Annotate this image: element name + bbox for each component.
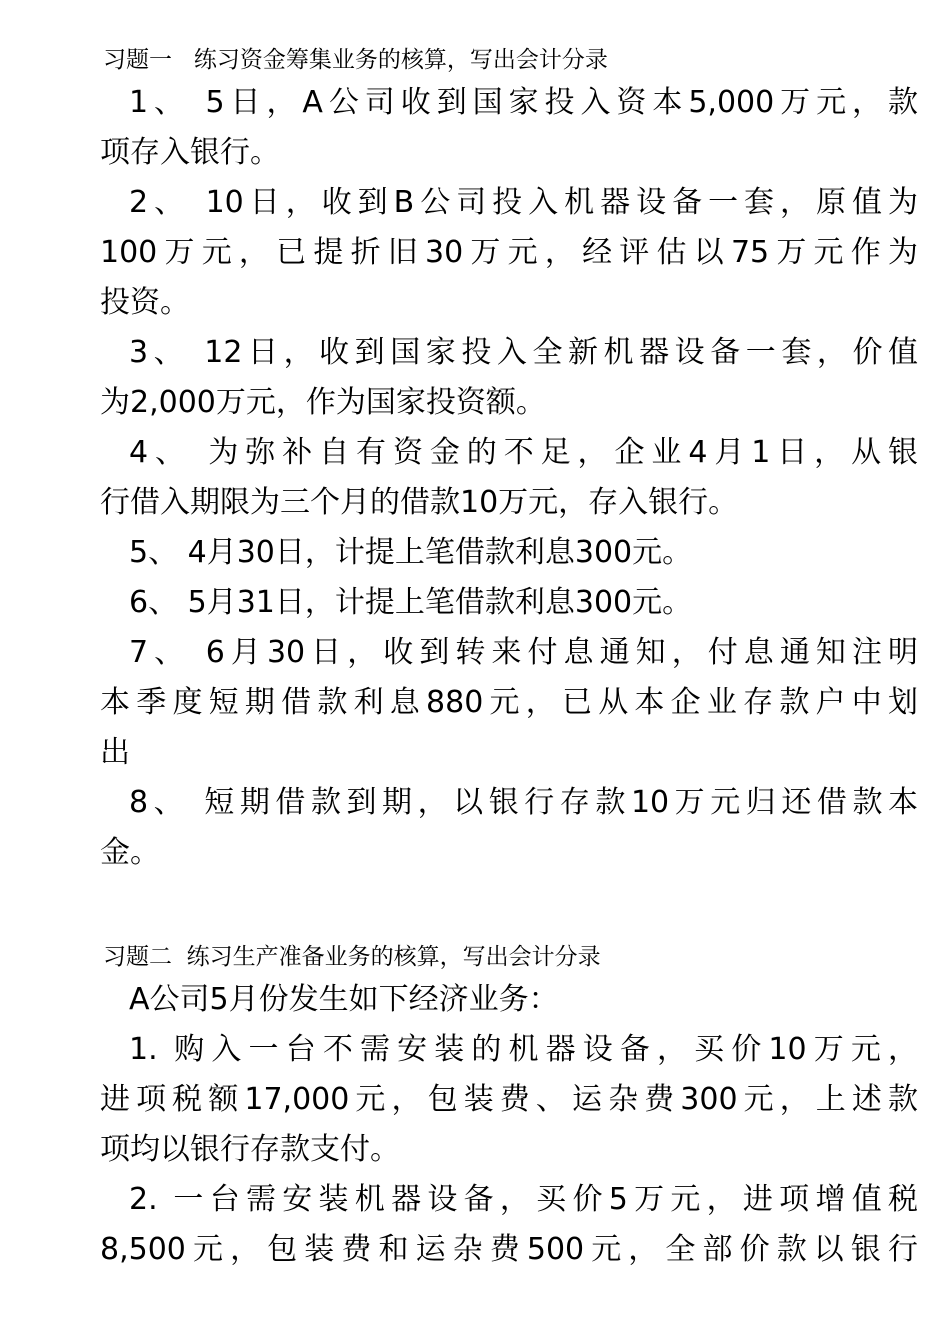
section1-line: 3、 12日，收到国家投入全新机器设备一套，价值 [129, 335, 918, 370]
section1-line: 出 [100, 735, 130, 770]
section1-line: 6、 5月31日，计提上笔借款利息300元。 [129, 585, 693, 620]
section1-line: 2、 10日，收到B公司投入机器设备一套，原值为 [129, 185, 918, 220]
section2-line: 项均以银行存款支付。 [100, 1132, 400, 1167]
section1-line: 项存入银行。 [100, 135, 280, 170]
section1-line: 行借入期限为三个月的借款10万元，存入银行。 [100, 485, 739, 520]
section1-line: 本季度短期借款利息880元，已从本企业存款户中划 [100, 685, 918, 720]
section1-line: 金。 [100, 835, 160, 870]
section1-line: 7、 6月30日，收到转来付息通知，付息通知注明 [129, 635, 918, 670]
section1-line: 4、 为弥补自有资金的不足，企业4月1日，从银 [129, 435, 918, 470]
section2-line: 2. 一台需安装机器设备，买价5万元，进项增值税 [129, 1182, 918, 1217]
section1-line: 5、 4月30日，计提上笔借款利息300元。 [129, 535, 693, 570]
section2-line: 1. 购入一台不需安装的机器设备，买价10万元， [129, 1032, 918, 1067]
section2-line: 8,500元，包装费和运杂费500元，全部价款以银行 [100, 1232, 918, 1267]
section1-line: 8、 短期借款到期，以银行存款10万元归还借款本 [129, 785, 918, 820]
section1-heading: 习题一 练习资金筹集业务的核算，写出会计分录 [103, 47, 608, 73]
section1-line: 1、 5日，A公司收到国家投入资本5,000万元，款 [129, 85, 918, 120]
section1-line: 为2,000万元，作为国家投资额。 [100, 385, 546, 420]
section2-heading: 习题二 练习生产准备业务的核算，写出会计分录 [103, 944, 601, 970]
section1-line: 投资。 [100, 285, 190, 320]
section2-line: A公司5月份发生如下经济业务： [129, 982, 559, 1017]
section1-line: 100万元，已提折旧30万元，经评估以75万元作为 [100, 235, 918, 270]
section2-line: 进项税额17,000元，包装费、运杂费300元，上述款 [100, 1082, 918, 1117]
